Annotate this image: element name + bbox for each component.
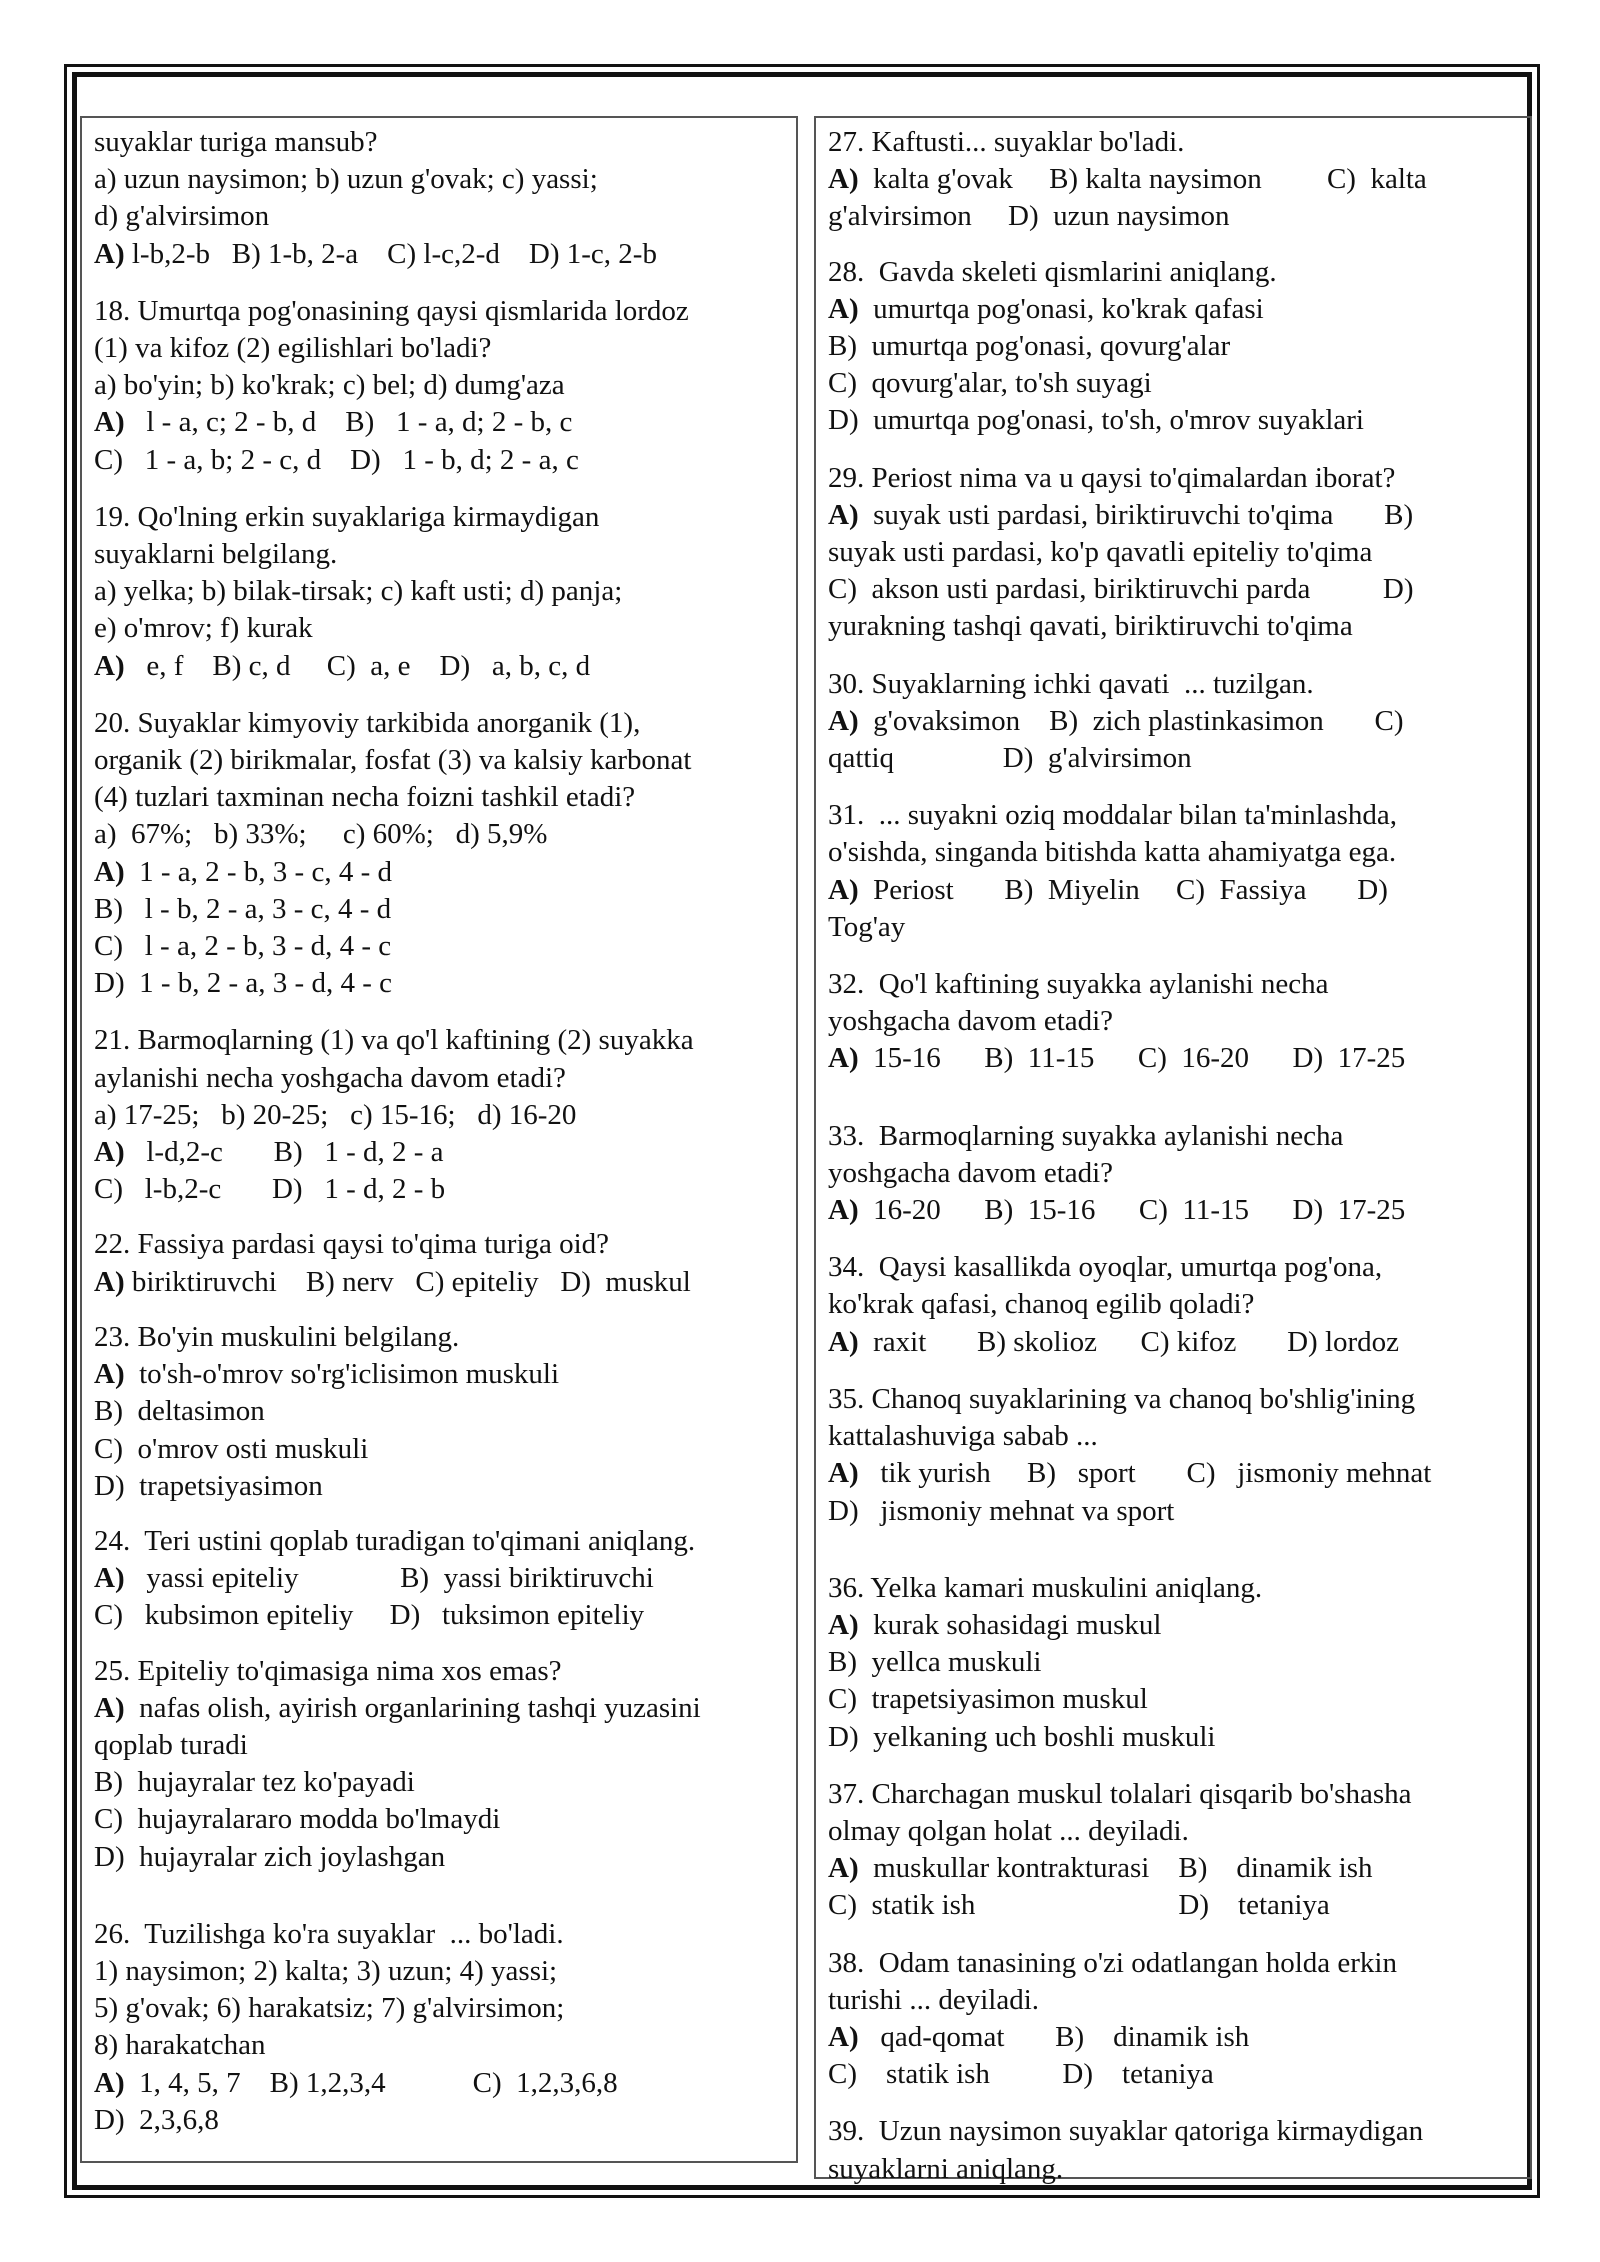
question-line: (1) va kifoz (2) egilishlari bo'ladi? — [94, 332, 492, 365]
question-line: D) yelkaning uch boshli muskuli — [828, 1720, 1216, 1753]
question-line: 34. Qaysi kasallikda oyoqlar, umurtqa pog'ona, — [828, 1251, 1383, 1284]
question-q18 — [94, 293, 784, 479]
correct-answer-marker: A) — [828, 163, 859, 196]
question-line: ko'krak qafasi, chanoq egilib qoladi? — [828, 1288, 1255, 1321]
question-line: A) to'sh-o'mrov so'rg'iclisimon muskuli — [94, 1358, 560, 1391]
question-line: suyak usti pardasi, ko'p qavatli epiteliy to'qima — [828, 536, 1373, 569]
question-line: D) jismoniy mehnat va sport — [828, 1494, 1175, 1527]
question-line: aylanishi necha yoshgacha davom etadi? — [94, 1061, 566, 1094]
question-line: a) uzun naysimon; b) uzun g'ovak; c) yassi; — [94, 163, 598, 196]
correct-answer-marker: A) — [828, 1608, 859, 1641]
question-line: 32. Qo'l kaftining suyakka aylanishi necha — [828, 968, 1329, 1001]
correct-answer-marker: A) — [94, 649, 125, 682]
question-line: A) l-b,2-b B) 1-b, 2-a C) l-c,2-d D) 1-c, 2-b — [94, 237, 657, 270]
question-line: D) trapetsiyasimon — [94, 1469, 323, 1502]
correct-answer-marker: A) — [94, 2066, 125, 2099]
question-line: yoshgacha davom etadi? — [828, 1005, 1114, 1038]
question-line: o'sishda, singanda bitishda katta ahamiyatga ega. — [828, 836, 1397, 869]
question-line: 35. Chanoq suyaklarining va chanoq bo'shlig'ining — [828, 1382, 1416, 1415]
question-line: C) statik ish D) tetaniya — [828, 1889, 1330, 1922]
question-line: B) l - b, 2 - a, 3 - c, 4 - d — [94, 892, 392, 925]
question-line: a) 17-25; b) 20-25; c) 15-16; d) 16-20 — [94, 1098, 577, 1131]
question-line: 24. Teri ustini qoplab turadigan to'qimani aniqlang. — [94, 1524, 696, 1557]
correct-answer-marker: A) — [828, 1042, 859, 1075]
question-line: A) muskullar kontrakturasi B) dinamik ish — [828, 1852, 1373, 1885]
question-q24 — [94, 1523, 784, 1635]
question-line: d) g'alvirsimon — [94, 200, 270, 233]
question-line: A) raxit B) skolioz C) kifoz D) lordoz — [828, 1325, 1400, 1358]
question-line: 39. Uzun naysimon suyaklar qatoriga kirmaydigan — [828, 2115, 1424, 2148]
question-line: D) hujayralar zich joylashgan — [94, 1840, 446, 1873]
question-line: a) 67%; b) 33%; c) 60%; d) 5,9% — [94, 818, 548, 851]
question-line: C) statik ish D) tetaniya — [828, 2058, 1214, 2091]
question-q37 — [828, 1776, 1518, 1925]
correct-answer-marker: A) — [828, 1325, 859, 1358]
question-line: 23. Bo'yin muskulini belgilang. — [94, 1320, 460, 1353]
question-line: 28. Gavda skeleti qismlarini aniqlang. — [828, 255, 1277, 288]
question-line: a) bo'yin; b) ko'krak; c) bel; d) dumg'aza — [94, 369, 565, 402]
correct-answer-marker: A) — [94, 855, 125, 888]
correct-answer-marker: A) — [94, 1265, 125, 1298]
question-line: A) biriktiruvchi B) nerv C) epiteliy D) muskul — [94, 1265, 691, 1298]
question-line: A) kurak sohasidagi muskul — [828, 1608, 1162, 1641]
question-line: 30. Suyaklarning ichki qavati ... tuzilgan. — [828, 667, 1314, 700]
question-line: A) l - a, c; 2 - b, d B) 1 - a, d; 2 - b, c — [94, 406, 573, 439]
question-line: qattiq D) g'alvirsimon — [828, 742, 1192, 775]
question-line: C) l-b,2-c D) 1 - d, 2 - b — [94, 1173, 446, 1206]
question-line: Tog'ay — [828, 910, 906, 943]
question-line: B) umurtqa pog'onasi, qovurg'alar — [828, 330, 1231, 363]
correct-answer-marker: A) — [94, 1691, 125, 1724]
question-line: turishi ... deyiladi. — [828, 1983, 1040, 2016]
question-line: A) 16-20 B) 15-16 C) 11-15 D) 17-25 — [828, 1194, 1406, 1227]
question-line: organik (2) birikmalar, fosfat (3) va kalsiy karbonat — [94, 744, 692, 777]
question-line: C) l - a, 2 - b, 3 - d, 4 - c — [94, 930, 392, 963]
question-line: C) hujayralararo modda bo'lmaydi — [94, 1803, 501, 1836]
correct-answer-marker: A) — [828, 1457, 859, 1490]
question-line: 37. Charchagan muskul tolalari qisqarib bo'shasha — [828, 1777, 1412, 1810]
question-line: B) hujayralar tez ko'payadi — [94, 1766, 415, 1799]
question-line: yurakning tashqi qavati, biriktiruvchi to'qima — [828, 610, 1353, 643]
question-q20 — [94, 705, 784, 1003]
question-line: 29. Periost nima va u qaysi to'qimalardan iborat? — [828, 461, 1396, 494]
question-line: 33. Barmoqlarning suyakka aylanishi necha — [828, 1119, 1344, 1152]
question-line: D) umurtqa pog'onasi, to'sh, o'mrov suyaklari — [828, 404, 1364, 437]
question-line: 18. Umurtqa pog'onasining qaysi qismlarida lordoz — [94, 294, 689, 327]
question-line: 27. Kaftusti... suyaklar bo'ladi. — [828, 126, 1185, 158]
question-q38 — [828, 1945, 1518, 2094]
question-line: A) nafas olish, ayirish organlarining tashqi yuzasini — [94, 1691, 701, 1724]
question-line: suyaklarni belgilang. — [94, 538, 338, 571]
question-q27 — [828, 124, 1518, 236]
question-q21 — [94, 1022, 784, 1208]
question-line: g'alvirsimon D) uzun naysimon — [828, 200, 1230, 233]
question-line: 26. Tuzilishga ko'ra suyaklar ... bo'ladi. — [94, 1917, 564, 1950]
correct-answer-marker: A) — [828, 2020, 859, 2053]
question-line: 38. Odam tanasining o'zi odatlangan holda erkin — [828, 1946, 1397, 1979]
question-q28 — [828, 254, 1518, 440]
question-line: 19. Qo'lning erkin suyaklariga kirmaydigan — [94, 500, 600, 533]
correct-answer-marker: A) — [94, 1562, 125, 1595]
question-q34 — [828, 1249, 1518, 1361]
question-line: 22. Fassiya pardasi qaysi to'qima turiga oid? — [94, 1228, 610, 1261]
correct-answer-marker: A) — [828, 1194, 859, 1227]
question-q33 — [828, 1118, 1518, 1230]
question-line: A) g'ovaksimon B) zich plastinkasimon C) — [828, 704, 1404, 737]
question-q25 — [94, 1653, 784, 1876]
correct-answer-marker: A) — [94, 237, 125, 270]
question-q29 — [828, 460, 1518, 646]
question-q35 — [828, 1381, 1518, 1530]
correct-answer-marker: A) — [828, 1852, 859, 1885]
question-line: 5) g'ovak; 6) harakatsiz; 7) g'alvirsimon; — [94, 1992, 565, 2025]
right-question-column — [814, 116, 1532, 2185]
question-line: 8) harakatchan — [94, 2029, 266, 2062]
question-q22 — [94, 1226, 784, 1300]
question-q17 — [94, 124, 784, 273]
question-q36 — [828, 1570, 1518, 1756]
question-line: A) e, f B) c, d C) a, e D) a, b, c, d — [94, 649, 591, 682]
question-q30 — [828, 666, 1518, 778]
question-line: C) o'mrov osti muskuli — [94, 1432, 369, 1465]
correct-answer-marker: A) — [828, 292, 859, 325]
question-line: suyaklar turiga mansub? — [94, 126, 378, 158]
left-question-column — [80, 116, 798, 2163]
question-line: (4) tuzlari taxminan necha foizni tashkil etadi? — [94, 781, 636, 814]
question-line: A) suyak usti pardasi, biriktiruvchi to'qima B) — [828, 498, 1414, 531]
question-line: B) deltasimon — [94, 1395, 265, 1428]
question-line: A) kalta g'ovak B) kalta naysimon C) kalta — [828, 163, 1427, 196]
correct-answer-marker: A) — [828, 873, 859, 906]
question-line: 25. Epiteliy to'qimasiga nima xos emas? — [94, 1654, 562, 1687]
question-line: D) 2,3,6,8 — [94, 2103, 219, 2136]
correct-answer-marker: A) — [94, 1358, 125, 1391]
question-line: 31. ... suyakni oziq moddalar bilan ta'minlashda, — [828, 799, 1397, 832]
correct-answer-marker: A) — [828, 498, 859, 531]
question-line: C) kubsimon epiteliy D) tuksimon epiteliy — [94, 1599, 645, 1632]
question-line: D) 1 - b, 2 - a, 3 - d, 4 - c — [94, 967, 392, 1000]
question-line: A) Periost B) Miyelin C) Fassiya D) — [828, 873, 1388, 906]
question-line: a) yelka; b) bilak-tirsak; c) kaft usti; d) panja; — [94, 575, 623, 608]
question-q31 — [828, 797, 1518, 946]
question-line: A) qad-qomat B) dinamik ish — [828, 2020, 1250, 2053]
question-q23 — [94, 1319, 784, 1505]
question-line: C) qovurg'alar, to'sh suyagi — [828, 367, 1152, 400]
question-q39 — [828, 2113, 1518, 2187]
question-line: qoplab turadi — [94, 1728, 248, 1761]
question-line: A) umurtqa pog'onasi, ko'krak qafasi — [828, 292, 1264, 325]
question-line: 1) naysimon; 2) kalta; 3) uzun; 4) yassi; — [94, 1954, 558, 1987]
correct-answer-marker: A) — [94, 1136, 125, 1169]
question-line: kattalashuviga sabab ... — [828, 1420, 1098, 1453]
question-line: C) trapetsiyasimon muskul — [828, 1683, 1148, 1716]
question-line: A) 1 - a, 2 - b, 3 - c, 4 - d — [94, 855, 392, 888]
question-line: C) 1 - a, b; 2 - c, d D) 1 - b, d; 2 - a, c — [94, 443, 579, 476]
question-line: A) tik yurish B) sport C) jismoniy mehnat — [828, 1457, 1432, 1490]
question-line: 36. Yelka kamari muskulini aniqlang. — [828, 1571, 1263, 1604]
question-q32 — [828, 966, 1518, 1078]
question-q19 — [94, 499, 784, 685]
question-line: olmay qolgan holat ... deyiladi. — [828, 1814, 1189, 1847]
question-line: C) akson usti pardasi, biriktiruvchi parda D) — [828, 573, 1414, 606]
correct-answer-marker: A) — [94, 406, 125, 439]
question-line: 21. Barmoqlarning (1) va qo'l kaftining (2) suyakka — [94, 1024, 694, 1057]
question-line: e) o'mrov; f) kurak — [94, 612, 313, 645]
question-q26 — [94, 1916, 784, 2139]
question-line: A) 1, 4, 5, 7 B) 1,2,3,4 C) 1,2,3,6,8 — [94, 2066, 618, 2099]
correct-answer-marker: A) — [828, 704, 859, 737]
question-line: B) yellca muskuli — [828, 1646, 1042, 1679]
question-line: 20. Suyaklar kimyoviy tarkibida anorganik (1), — [94, 706, 641, 739]
question-line: A) yassi epiteliy B) yassi biriktiruvchi — [94, 1562, 654, 1595]
question-line: A) 15-16 B) 11-15 C) 16-20 D) 17-25 — [828, 1042, 1406, 1075]
question-line: A) l-d,2-c B) 1 - d, 2 - a — [94, 1136, 444, 1169]
question-line: yoshgacha davom etadi? — [828, 1156, 1114, 1189]
question-line: suyaklarni aniqlang. — [828, 2152, 1064, 2185]
